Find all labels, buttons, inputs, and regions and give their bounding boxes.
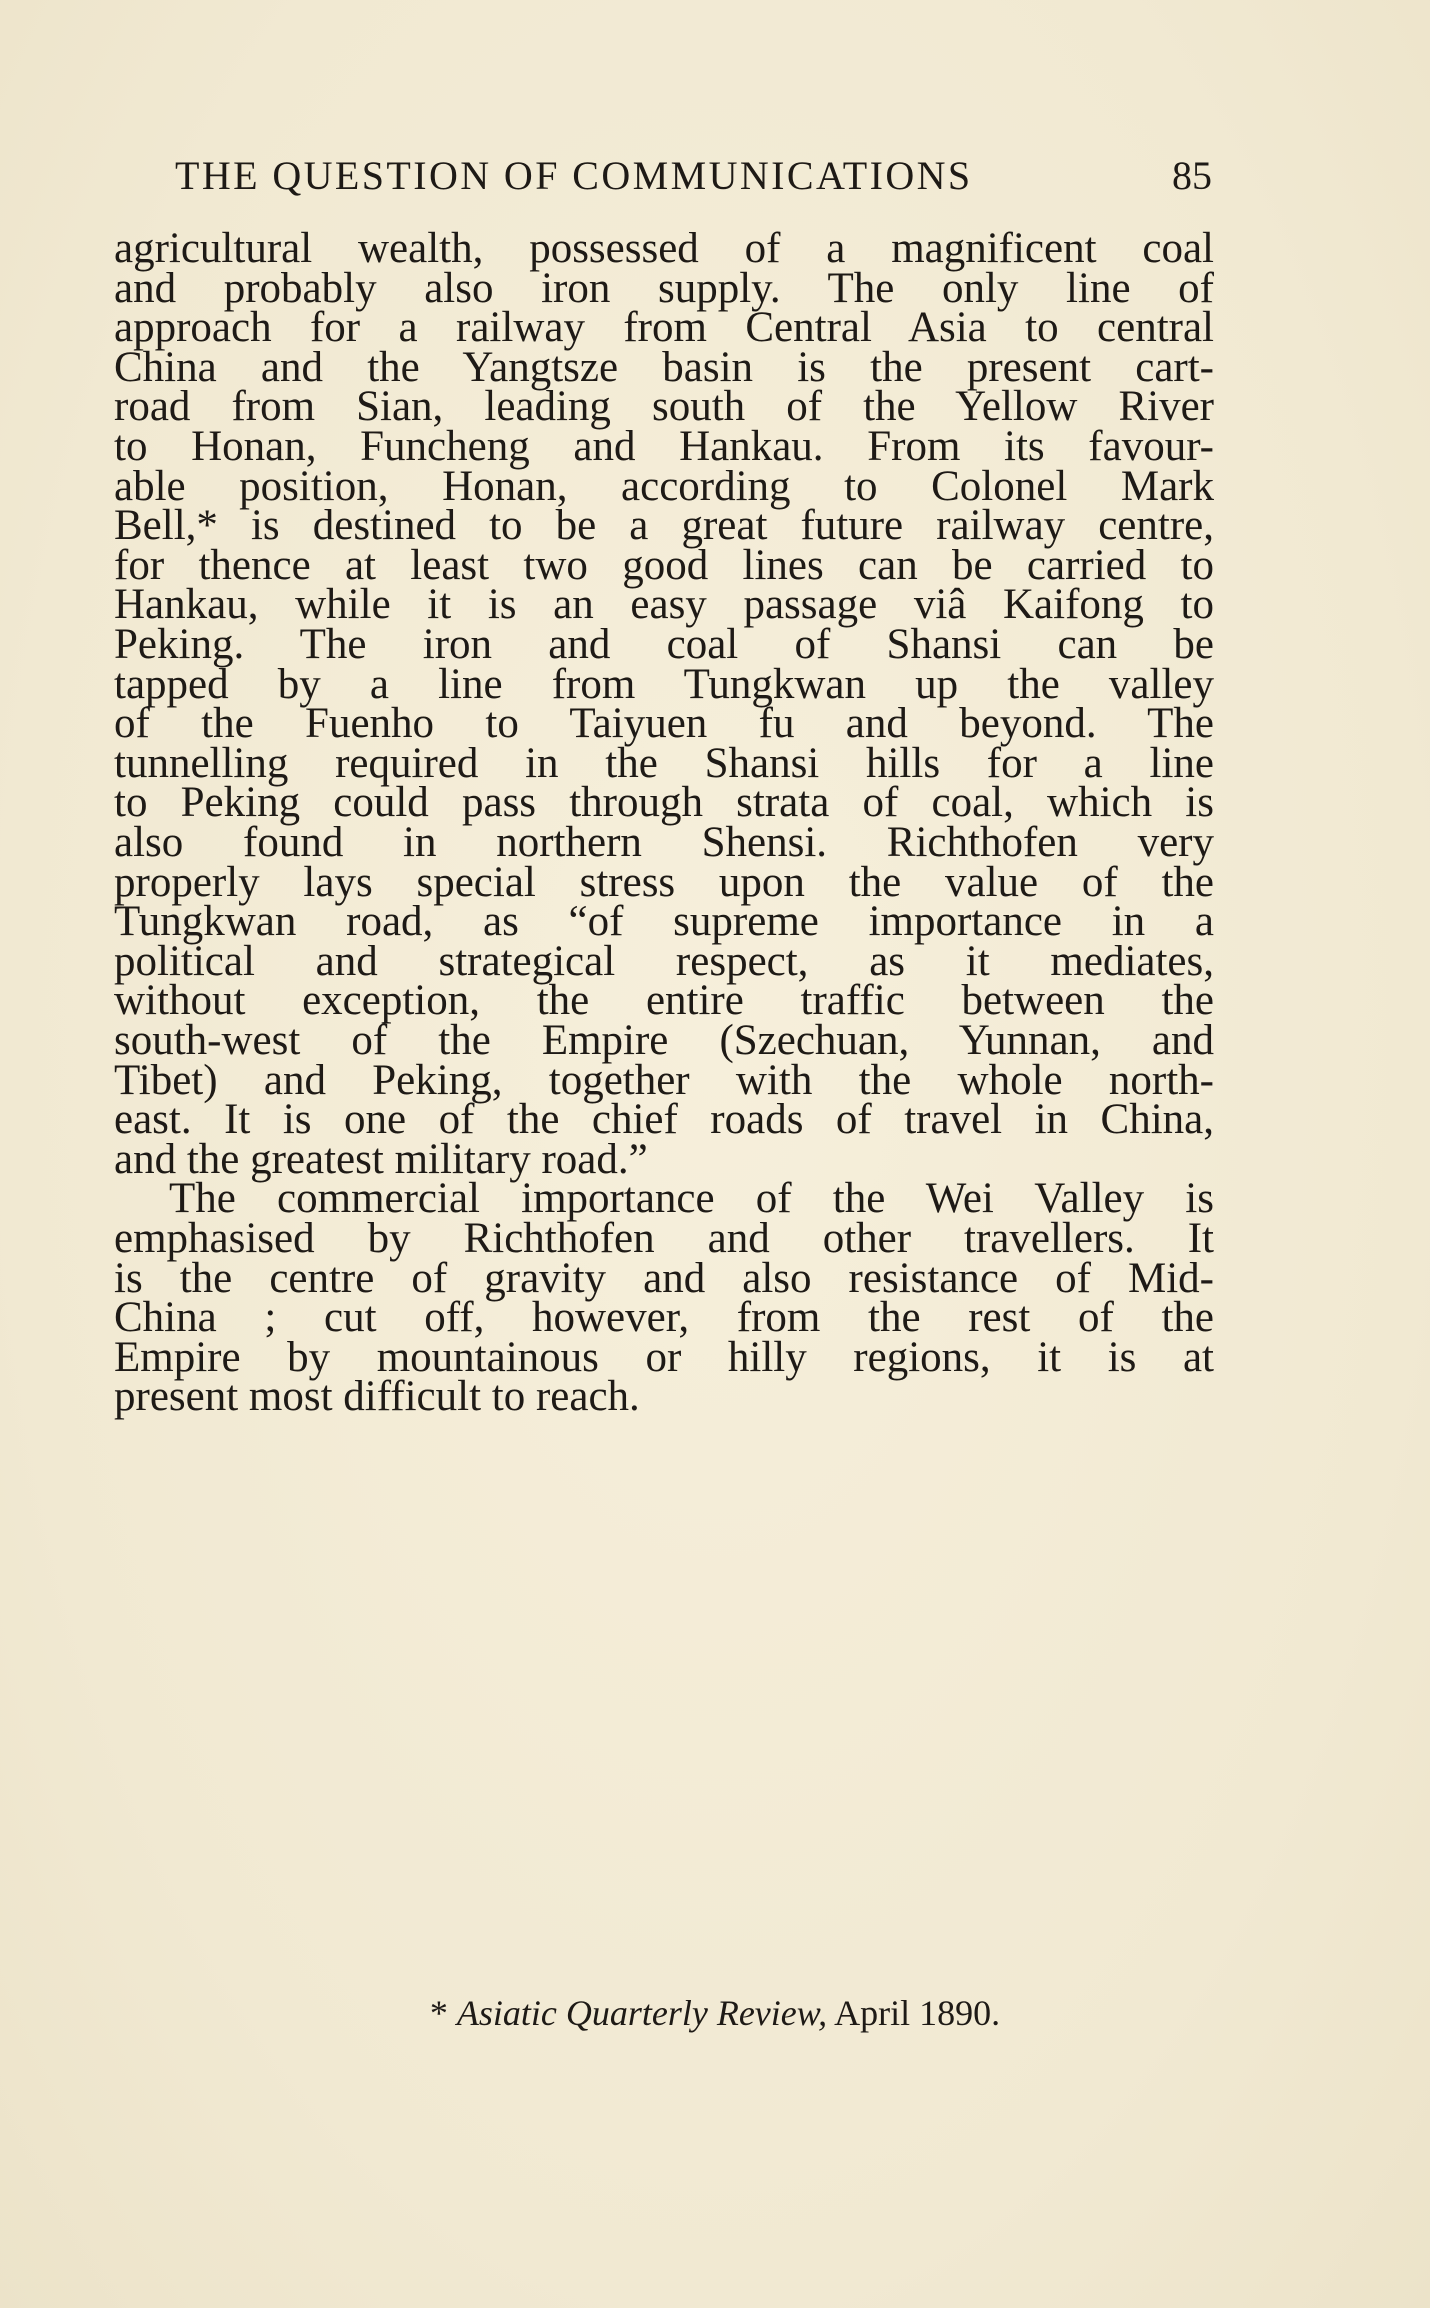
text-line: agricultural wealth, possessed of a magnificent coal bbox=[114, 225, 1214, 272]
text-line: approach for a railway from Central Asia to central bbox=[114, 304, 1214, 351]
text-line: south-west of the Empire (Szechuan, Yunnan, and bbox=[114, 1017, 1214, 1064]
footnote-date: April 1890. bbox=[834, 1993, 1001, 2033]
text-line: China and the Yangtsze basin is the present cart- bbox=[114, 344, 1214, 391]
page-number: 85 bbox=[1172, 153, 1212, 198]
text-line: to Honan, Funcheng and Hankau. From its favour- bbox=[114, 423, 1214, 470]
text-line: able position, Honan, according to Colonel Mark bbox=[114, 463, 1214, 510]
text-line: and probably also iron supply. The only line of bbox=[114, 265, 1214, 312]
text-line: of the Fuenho to Taiyuen fu and beyond. The bbox=[114, 700, 1214, 747]
text-line: political and strategical respect, as it mediates, bbox=[114, 938, 1214, 985]
text-line: without exception, the entire traffic between the bbox=[114, 977, 1214, 1024]
text-line: Tungkwan road, as “of supreme importance in a bbox=[114, 898, 1214, 945]
text-line: and the greatest military road.” bbox=[114, 1136, 648, 1183]
running-head bbox=[175, 148, 1212, 204]
text-line: The commercial importance of the Wei Valley is bbox=[169, 1175, 1214, 1222]
text-line: tunnelling required in the Shansi hills for a line bbox=[114, 740, 1214, 787]
text-line: Peking. The iron and coal of Shansi can be bbox=[114, 621, 1214, 668]
text-line: also found in northern Shensi. Richthofen very bbox=[114, 819, 1214, 866]
footnote bbox=[0, 1988, 1430, 2038]
footnote-marker: * bbox=[429, 1993, 448, 2033]
text-line: emphasised by Richthofen and other travellers. It bbox=[114, 1215, 1214, 1262]
text-line: to Peking could pass through strata of coal, which is bbox=[114, 779, 1214, 826]
text-line: present most difficult to reach. bbox=[114, 1373, 640, 1420]
text-line: east. It is one of the chief roads of travel in China, bbox=[114, 1096, 1214, 1143]
text-line: Bell,* is destined to be a great future railway centre, bbox=[114, 502, 1214, 549]
text-line: Tibet) and Peking, together with the whole north- bbox=[114, 1057, 1214, 1104]
text-line: is the centre of gravity and also resistance of Mid- bbox=[114, 1255, 1214, 1302]
footnote-source: Asiatic Quarterly Review, bbox=[456, 1993, 828, 2033]
text-line: properly lays special stress upon the value of the bbox=[114, 859, 1214, 906]
text-line: tapped by a line from Tungkwan up the valley bbox=[114, 661, 1214, 708]
text-line: for thence at least two good lines can be carried to bbox=[114, 542, 1214, 589]
text-line: China ; cut off, however, from the rest of the bbox=[114, 1294, 1214, 1341]
text-line: Hankau, while it is an easy passage viâ Kaifong to bbox=[114, 581, 1214, 628]
text-line: Empire by mountainous or hilly regions, it is at bbox=[114, 1334, 1214, 1381]
running-head-title: THE QUESTION OF COMMUNICATIONS bbox=[175, 153, 973, 198]
text-line: road from Sian, leading south of the Yellow River bbox=[114, 383, 1214, 430]
